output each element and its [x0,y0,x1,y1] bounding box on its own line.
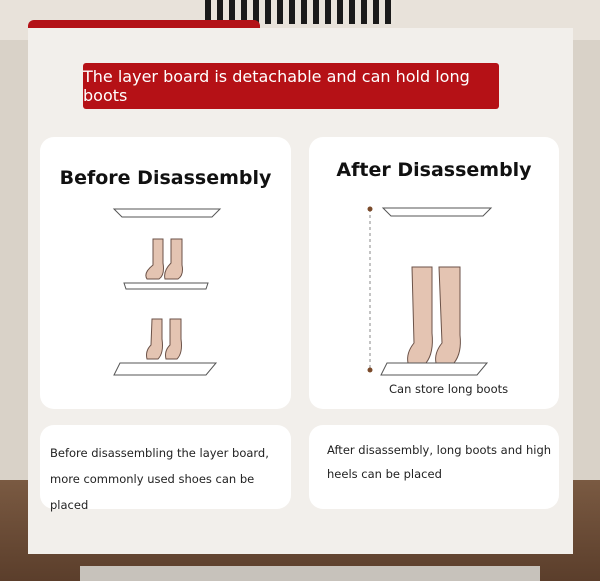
after-card [309,137,559,409]
before-card [40,137,291,409]
after-caption: Can store long boots [389,382,509,396]
before-description [50,440,291,518]
before-description-line1: Before disassembling the layer board, [50,446,269,460]
height-indicator-top-dot [368,207,373,212]
middle-shelf [124,283,208,289]
banner [83,63,499,109]
background-rug [80,566,540,581]
bottom-shelf [381,363,487,375]
after-illustration [309,137,559,409]
short-boots-icon [147,319,182,359]
after-description-line1: After disassembly, long boots and high [327,443,552,457]
bottom-shelf [114,363,216,375]
after-description [327,438,551,486]
top-shelf [383,208,491,216]
before-description-line2: more commonly used shoes can be placed [50,472,255,512]
before-description-card [40,425,291,512]
ankle-boots-icon [146,239,183,279]
after-description-line2: heels can be placed [327,467,442,481]
before-title: Before Disassembly [59,167,272,189]
long-boots-icon [408,267,461,363]
after-title: After Disassembly [336,159,532,181]
banner-text: The layer board is detachable and can hold long boots [83,67,470,105]
after-description-card [309,425,559,509]
height-indicator-bottom-dot [368,368,373,373]
top-shelf [114,209,220,217]
before-illustration [40,137,291,409]
